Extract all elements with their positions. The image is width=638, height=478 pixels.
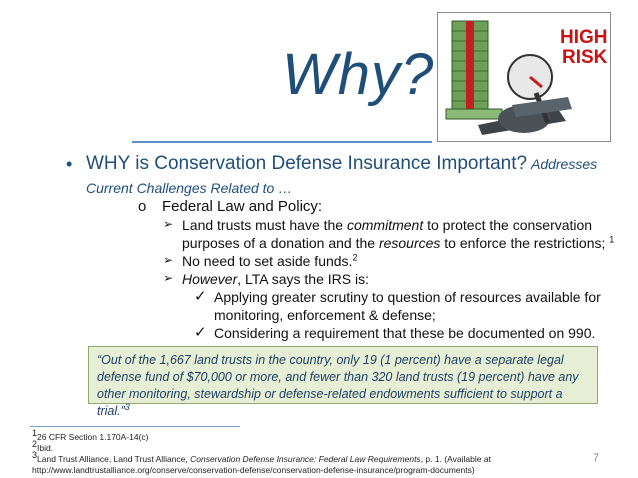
quote-footnote-ref: 3: [124, 401, 130, 412]
risk-label-risk: RISK: [562, 47, 608, 68]
bullet-icon: •: [66, 154, 73, 174]
quote-text: “Out of the 1,667 land trusts in the country, only 19 (1 percent) have a separate legal defense fund of $70,000 or more, and fewer than 320 land trusts (19 percent) have any other monitoring, stewardship or defense-related endowments sufficient to support a trial.”: [97, 353, 579, 418]
arrow-bullet-icon: ➢: [163, 217, 174, 231]
footnote-3: 3Land Trust Alliance, Land Trust Alliance, Conservation Defense Insurance: Federal Law Requirements, p. 1. (Available at: [32, 450, 491, 464]
footnote-2: 2Ibid.: [32, 439, 54, 453]
arrow-bullet-icon: ➢: [163, 253, 174, 267]
arrow-item-2: No need to set aside funds.$^2$: [182, 252, 358, 269]
footnote-1: 126 CFR Section 1.170A-14(c): [32, 428, 149, 442]
slide-title: Why?: [282, 42, 435, 107]
risk-label-high: HIGH: [560, 27, 608, 48]
check-item-1-line2: monitoring, enforcement & defense;: [214, 307, 436, 323]
sub-heading: Federal Law and Policy:: [162, 198, 323, 215]
footnote-3-url: http://www.landtrustalliance.org/conserve/conservation-defense/conservation-defense-insurance/program-documents): [32, 465, 475, 475]
footnote-divider: [30, 426, 240, 427]
checkmark-icon: ✓: [194, 324, 207, 341]
arrow-item-1-line2: purposes of a donation and the resources to enforce the restrictions; $^1$: [182, 234, 615, 251]
bullet-main: [86, 155, 597, 173]
bullet-sub-line: Current Challenges Related to …: [86, 180, 293, 196]
check-item-2: Considering a requirement that these be documented on 990.: [214, 325, 596, 341]
check-item-1-line1: Applying greater scrutiny to question of resources available for: [214, 289, 601, 305]
arrow-item-3: However, LTA says the IRS is:: [182, 271, 369, 287]
page-number: 7: [593, 452, 600, 464]
arrow-bullet-icon: ➢: [163, 271, 174, 285]
quote-callout: [88, 346, 598, 418]
circle-bullet-icon: o: [138, 198, 147, 215]
bullet-sub-inline: Addresses: [530, 156, 598, 172]
arrow-item-1-line1: Land trusts must have the commitment to protect the conservation: [182, 217, 593, 233]
checkmark-icon: ✓: [194, 288, 207, 305]
bullet-main-text: WHY is Conservation Defense Insurance Important?: [86, 153, 528, 174]
